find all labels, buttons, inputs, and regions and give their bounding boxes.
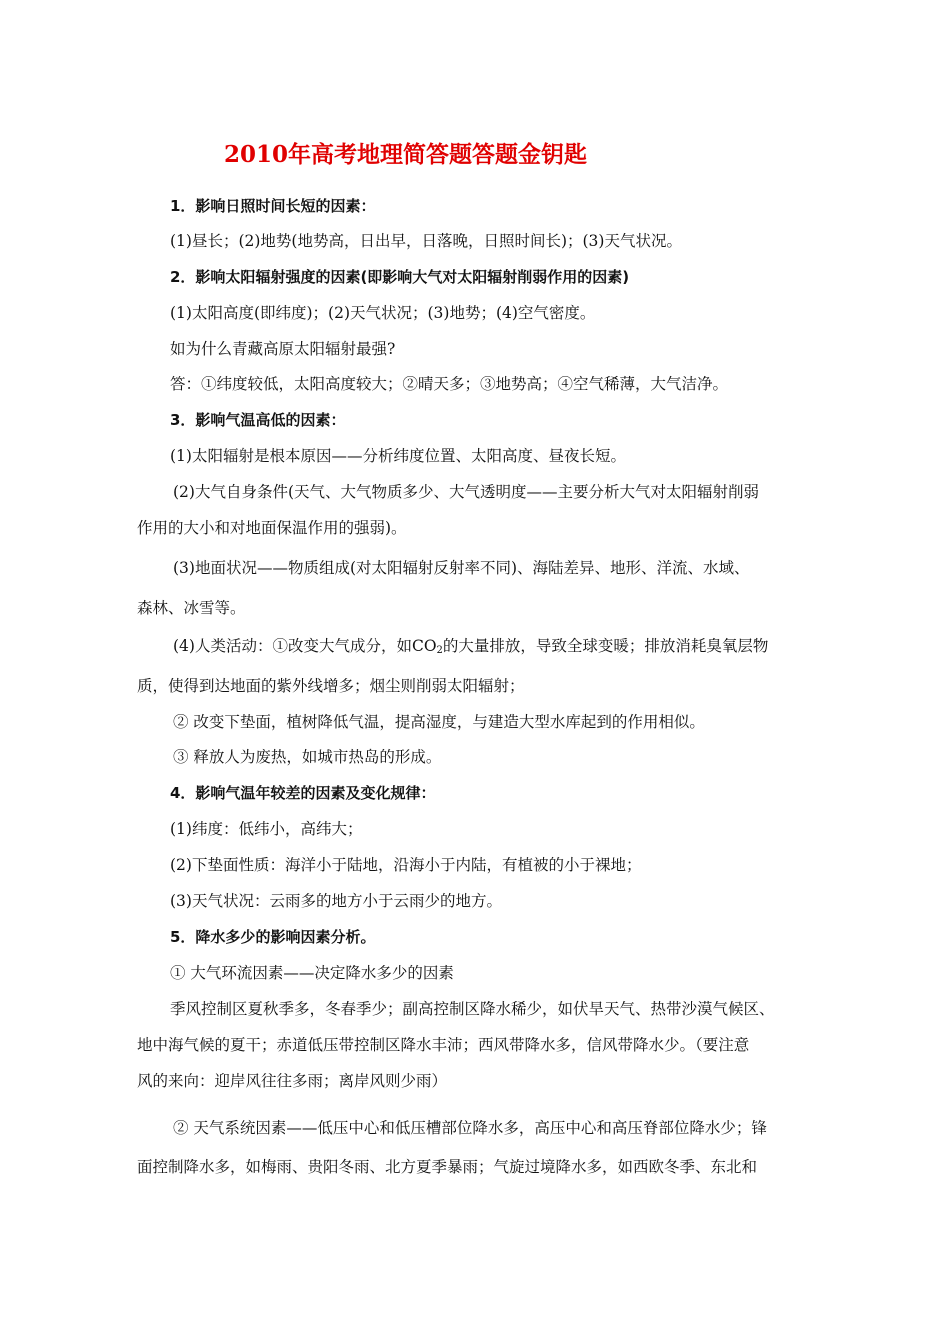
paragraph: ③ 释放人为废热，如城市热岛的形成。 <box>173 748 442 766</box>
question-text: 如为什么青藏高原太阳辐射最强? <box>170 340 396 358</box>
text-span: (4)人类活动：①改变大气成分，如CO <box>173 637 437 655</box>
paragraph: (1)太阳辐射是根本原因——分析纬度位置、太阳高度、昼夜长短。 <box>170 447 626 465</box>
paragraph: (1)昼长；(2)地势(地势高，日出早，日落晚，日照时间长)；(3)天气状况。 <box>170 232 682 250</box>
paragraph: 风的来向：迎岸风往往多雨；离岸风则少雨） <box>137 1072 448 1090</box>
paragraph <box>173 636 863 661</box>
paragraph: 季风控制区夏秋季多，冬春季少；副高控制区降水稀少，如伏旱天气、热带沙漠气候区、 <box>170 1000 775 1018</box>
paragraph: 质，使得到达地面的紫外线增多；烟尘则削弱太阳辐射； <box>137 677 525 695</box>
paragraph: 作用的大小和对地面保温作用的强弱)。 <box>137 519 407 537</box>
paragraph: ② 改变下垫面，植树降低气温，提高湿度，与建造大型水库起到的作用相似。 <box>173 713 705 731</box>
paragraph: (3)地面状况——物质组成(对太阳辐射反射率不同)、海陆差异、地形、洋流、水域、 <box>173 559 750 577</box>
paragraph: 面控制降水多，如梅雨、贵阳冬雨、北方夏季暴雨；气旋过境降水多，如西欧冬季、东北和 <box>137 1158 758 1176</box>
section-5-heading: 5．降水多少的影响因素分析。 <box>170 928 376 946</box>
subscript: 2 <box>436 645 443 656</box>
answer-text: 答：①纬度较低，太阳高度较大；②晴天多；③地势高；④空气稀薄，大气洁净。 <box>170 375 729 393</box>
paragraph: (1)纬度：低纬小，高纬大； <box>170 820 363 838</box>
paragraph: 森林、冰雪等。 <box>137 599 246 617</box>
paragraph: ① 大气环流因素——决定降水多少的因素 <box>170 964 454 982</box>
paragraph: (2)下垫面性质：海洋小于陆地，沿海小于内陆，有植被的小于裸地； <box>170 856 642 874</box>
paragraph: (2)大气自身条件(天气、大气物质多少、大气透明度——主要分析大气对太阳辐射削弱 <box>173 483 760 501</box>
section-2-heading: 2．影响太阳辐射强度的因素(即影响大气对太阳辐射削弱作用的因素) <box>170 268 630 286</box>
paragraph: ② 天气系统因素——低压中心和低压槽部位降水多，高压中心和高压脊部位降水少；锋 <box>173 1119 767 1137</box>
paragraph: (3)天气状况：云雨多的地方小于云雨少的地方。 <box>170 892 502 910</box>
document-title: 2010年高考地理简答题答题金钥匙 <box>224 141 588 168</box>
paragraph: (1)太阳高度(即纬度)；(2)天气状况；(3)地势；(4)空气密度。 <box>170 304 596 322</box>
section-1-heading: 1．影响日照时间长短的因素： <box>170 197 376 215</box>
section-4-heading: 4．影响气温年较差的因素及变化规律： <box>170 784 436 802</box>
paragraph: 地中海气候的夏干；赤道低压带控制区降水丰沛；西风带降水多，信风带降水少。（要注意 <box>137 1036 750 1054</box>
text-span: 的大量排放，导致全球变暖；排放消耗臭氧层物 <box>442 637 769 655</box>
section-3-heading: 3．影响气温高低的因素： <box>170 411 346 429</box>
